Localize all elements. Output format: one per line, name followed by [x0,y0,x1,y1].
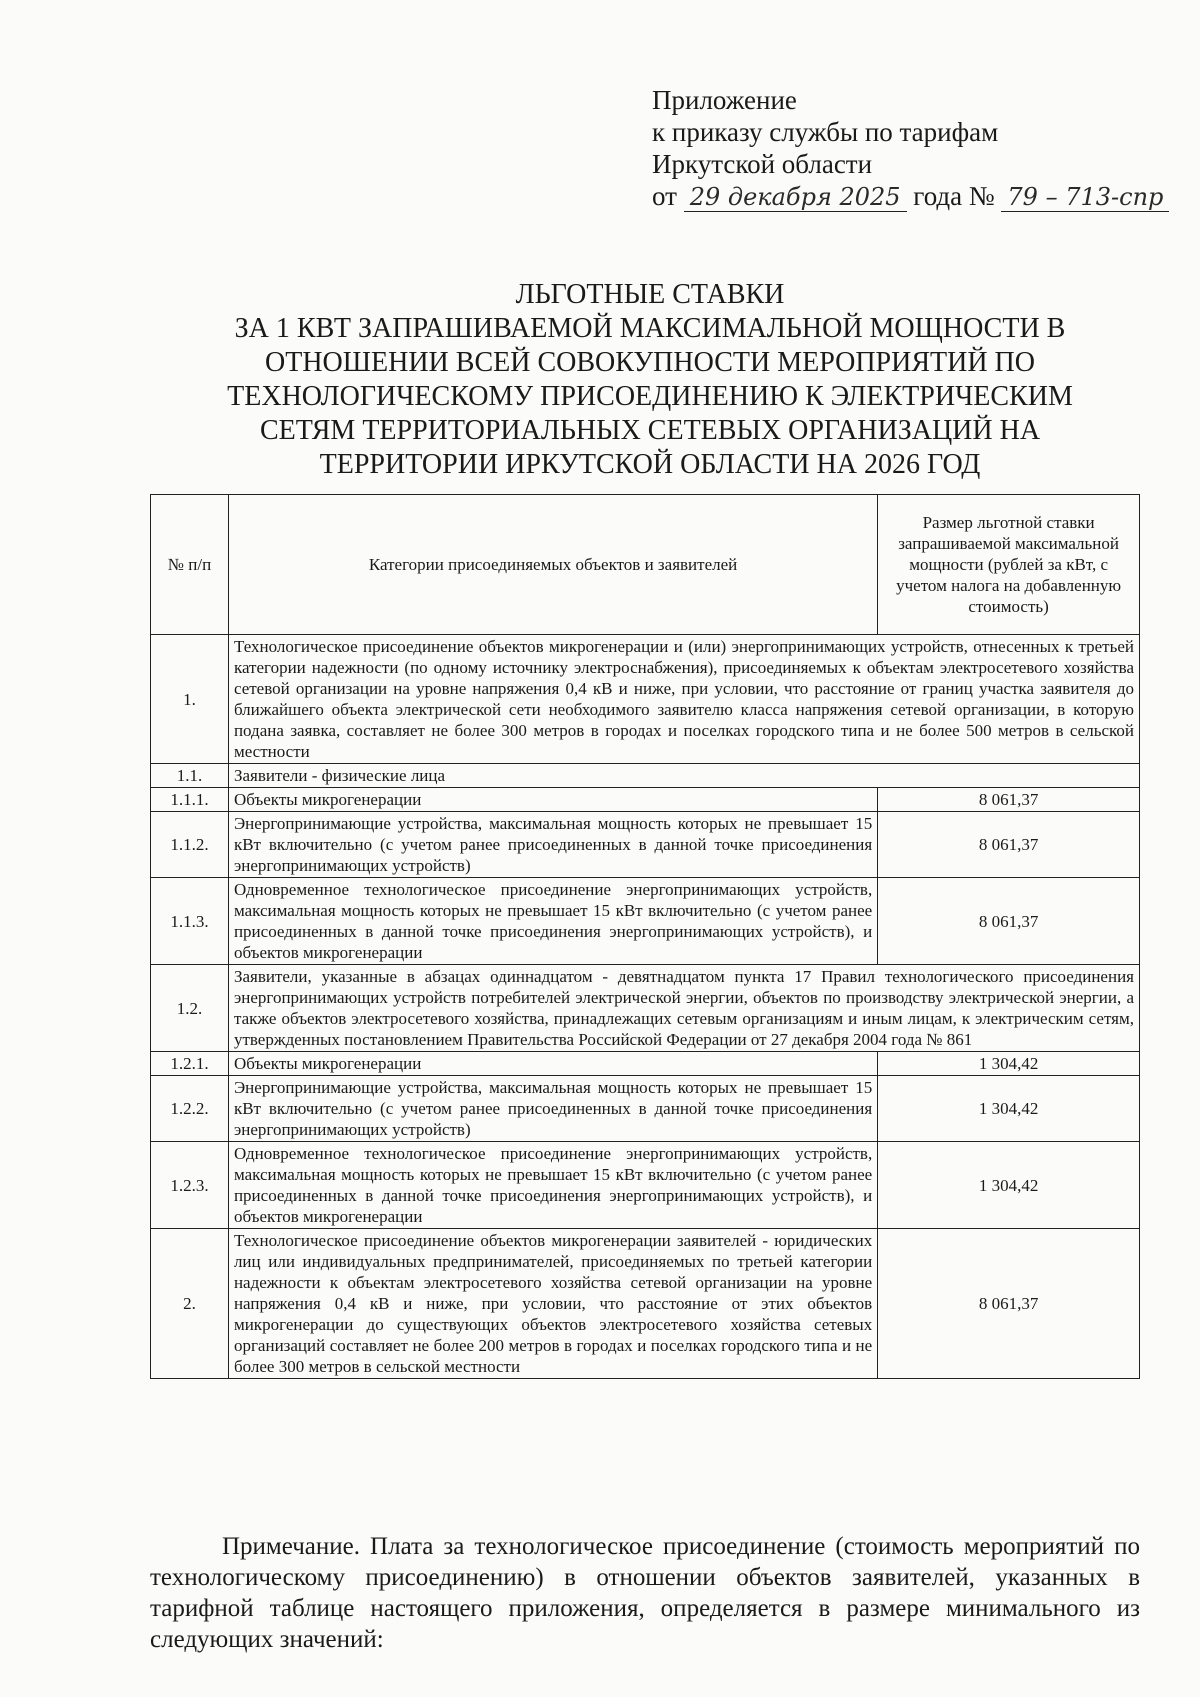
row-category: Энергопринимающие устройства, максимальная мощность которых не превышает 15 кВт включительно (с учетом ранее присоединенных в данной точке присоединения энергопринимающих устройств) [228,812,877,878]
table-row [151,965,1140,1052]
row-num: 1.2.1. [151,1052,229,1076]
row-category: Энергопринимающие устройства, максимальная мощность которых не превышает 15 кВт включительно (с учетом ранее присоединенных в данной точке присоединения энергопринимающих устройств) [228,1076,877,1142]
order-reference: к приказу службы по тарифам [652,117,999,147]
title-line: ТЕРРИТОРИИ ИРКУТСКОЙ ОБЛАСТИ НА 2026 ГОД [319,449,981,480]
appendix-heading [652,84,1169,213]
handwritten-date: 29 декабря 2025 [684,183,907,212]
region-name: Иркутской области [652,149,873,179]
row-num: 1.1.3. [151,878,229,965]
row-category: Объекты микрогенерации [228,788,877,812]
row-category: Заявители, указанные в абзацах одиннадцатом - девятнадцатом пункта 17 Правил технологического присоединения энергопринимающих устройств потребителей электрической энергии, объектов по производству электрической энергии, а также объектов электросетевого хозяйства, принадлежащих сетевым организациям и иным лицам, к электрическим сетям, утвержденных постановлением Правительства Российской Федерации от 27 декабря 2004 года № 861 [228,965,1139,1052]
row-value: 8 061,37 [878,812,1140,878]
year-word: года № [913,181,995,211]
title-line: СЕТЯМ ТЕРРИТОРИАЛЬНЫХ СЕТЕВЫХ ОРГАНИЗАЦИЙ НА [259,415,1041,446]
footnote-paragraph [150,1531,1140,1655]
date-prefix: от [652,181,677,211]
header-num: № п/п [151,495,229,635]
table-row [151,1142,1140,1229]
table-row [151,788,1140,812]
row-category: Заявители - физические лица [228,764,1139,788]
table-header-row [151,495,1140,635]
row-value: 1 304,42 [878,1076,1140,1142]
row-num: 1.2. [151,965,229,1052]
row-value: 1 304,42 [878,1142,1140,1229]
appendix-label: Приложение [652,85,797,115]
table-row [151,635,1140,764]
table-row [151,1229,1140,1379]
row-num: 1.1. [151,764,229,788]
document-title [150,278,1150,482]
table-row [151,1076,1140,1142]
row-category: Технологическое присоединение объектов микрогенерации заявителей - юридических лиц или индивидуальных предпринимателей, присоединяемых по третьей категории надежности к объектам электросетевого хозяйства сетевой организации на уровне напряжения 0,4 кВ и ниже, при условии, что расстояние от этих объектов микрогенерации до существующих объектов электросетевого хозяйства сетевых организаций составляет не более 200 метров в городах и поселках городского типа и не более 300 метров в сельской местности [228,1229,877,1379]
row-num: 2. [151,1229,229,1379]
row-value: 8 061,37 [878,878,1140,965]
tariff-table [150,494,1140,1379]
table-row [151,1052,1140,1076]
row-num: 1.2.2. [151,1076,229,1142]
order-date-line [652,180,1169,213]
row-num: 1. [151,635,229,764]
table-row [151,878,1140,965]
row-num: 1.2.3. [151,1142,229,1229]
row-value: 1 304,42 [878,1052,1140,1076]
row-value: 8 061,37 [878,788,1140,812]
title-line: ЛЬГОТНЫЕ СТАВКИ [515,279,785,310]
title-line: ОТНОШЕНИИ ВСЕЙ СОВОКУПНОСТИ МЕРОПРИЯТИЙ ПО [265,347,1035,378]
title-line: ТЕХНОЛОГИЧЕСКОМУ ПРИСОЕДИНЕНИЮ К ЭЛЕКТРИЧЕСКИМ [227,381,1073,412]
row-category: Технологическое присоединение объектов микрогенерации и (или) энергопринимающих устройств, отнесенных к третьей категории надежности (по одному источнику электроснабжения), присоединяемых к объектам электросетевого хозяйства сетевой организации на уровне напряжения 0,4 кВ и ниже, при условии, что расстояние от границ участка заявителя до ближайшего объекта электрической сети необходимого заявителю класса напряжения сетевой организации, в которую подана заявка, составляет не более 300 метров в городах и поселках городского типа и не более 500 метров в сельской местности [228,635,1139,764]
row-category: Объекты микрогенерации [228,1052,877,1076]
row-num: 1.1.1. [151,788,229,812]
row-category: Одновременное технологическое присоединение энергопринимающих устройств, максимальная мощность которых не превышает 15 кВт включительно (с учетом ранее присоединенных в данной точке присоединения энергопринимающих устройств), и объектов микрогенерации [228,878,877,965]
handwritten-order-number: 79 – 713-спр [1001,183,1169,212]
table-row [151,812,1140,878]
title-line: ЗА 1 КВТ ЗАПРАШИВАЕМОЙ МАКСИМАЛЬНОЙ МОЩНОСТИ В [234,313,1066,344]
footnote-text: Примечание. Плата за технологическое присоединение (стоимость мероприятий по технологическому присоединению) в отношении объектов заявителей, указанных в тарифной таблице настоящего приложения, определяется в размере минимального из следующих значений: [150,1533,1140,1653]
header-value: Размер льготной ставки запрашиваемой максимальной мощности (рублей за кВт, с учетом налога на добавленную стоимость) [878,495,1140,635]
row-category: Одновременное технологическое присоединение энергопринимающих устройств, максимальная мощность которых не превышает 15 кВт включительно (с учетом ранее присоединенных в данной точке присоединения энергопринимающих устройств), и объектов микрогенерации [228,1142,877,1229]
row-value: 8 061,37 [878,1229,1140,1379]
table-row [151,764,1140,788]
row-num: 1.1.2. [151,812,229,878]
header-category: Категории присоединяемых объектов и заявителей [228,495,877,635]
